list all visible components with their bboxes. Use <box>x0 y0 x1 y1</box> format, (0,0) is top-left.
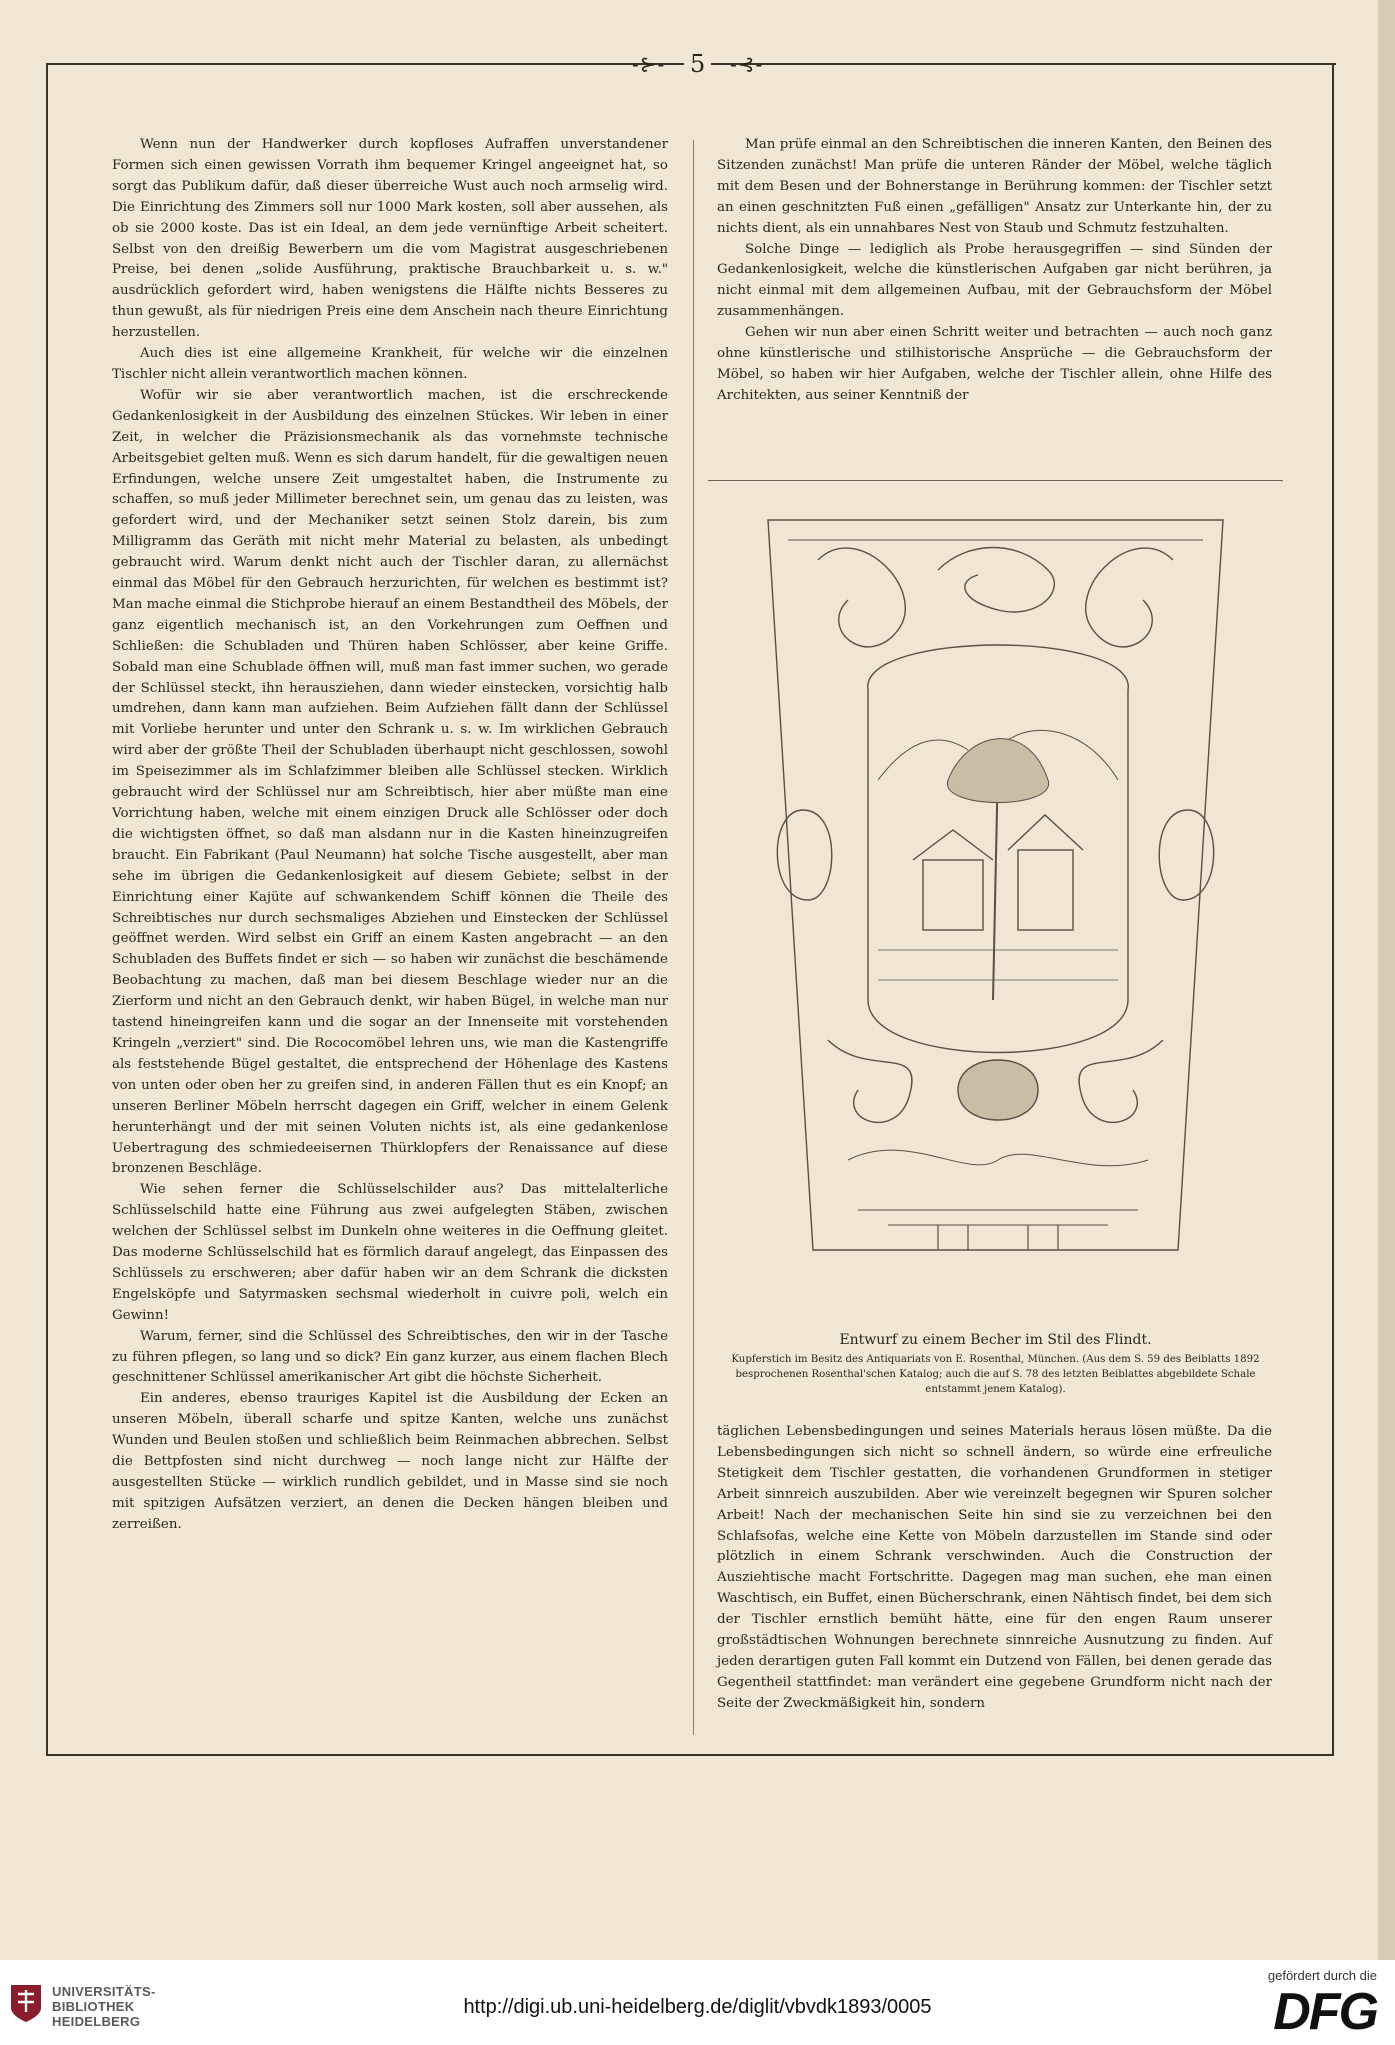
paragraph: Ein anderes, ebenso trauriges Kapitel ist die Ausbildung der Ecken an unseren Möbeln, überall scharfe und spitze Kanten, welche uns zunächst Wunden und Beulen stoßen und schließlich beim Reinmachen abbrechen. Selbst die Bettpfosten sind nicht durchweg — noch lange nicht zur Hälfte der ausgestellten Stücke — wirklich rundlich gebildet, und in Masse sind sie noch mit spitzigen Aufsätzen verziert, an denen die Decken hängen bleiben und zerreißen. <box>112 1391 668 1532</box>
pomegranate-motif <box>958 1060 1038 1120</box>
left-column <box>112 135 668 1536</box>
cherub-head-left <box>777 810 831 900</box>
library-name-line: BIBLIOTHEK <box>52 1999 135 2014</box>
paragraph: Gehen wir nun aber einen Schritt weiter und betrachten — auch noch ganz ohne künstlerische und stilhistorische Ansprüche — die Gebrauchsform der Möbel, so haben wir hier Aufgaben, welche der Tischler allein, ohne Hilfe des Architekten, aus seiner Kenntniß der <box>717 325 1272 403</box>
goblet-engraving-figure <box>708 480 1283 1370</box>
viewer-footer <box>0 1960 1395 2045</box>
paragraph: Auch dies ist eine allgemeine Krankheit, für welche wir die einzelnen Tischler nicht allein verantwortlich machen können. <box>112 346 668 382</box>
page-edge-shadow <box>1378 0 1395 1960</box>
paragraph: täglichen Lebensbedingungen und seines Materials heraus lösen müßte. Da die Lebensbedingungen sich nicht so schnell ändern, so würde eine erfreuliche Stetigkeit dem Tischler gestatten, die vorhandenen Grundformen in stetiger Arbeit sinnreich auszubilden. Aber wie vereinzelt begegnen wir Spuren solcher Arbeit! Nach der mechanischen Seite hin sind sie zu verzeichnen bei den Schlafsofas, welche eine Kette von Möbeln darzustellen im Stande sind oder plötzlich in einem Schrank verschwinden. Auch die Construction der Ausziehtische macht Fortschritte. Dagegen mag man suchen, ehe man einen Waschtisch, ein Buffet, einen Bücherschrank, einen Nähtisch findet, bei dem sich der Tischler ernstlich bemüht hätte, eine für den engen Raum unserer großstädtischen Wohnungen berechnete sinnreiche Ausnutzung zu finden. Auf jeden derartigen guten Fall kommt ein Dutzend von Fällen, bei denen gerade das Gegentheil stattfindet: man verändert eine gegebene Grundform nicht nach der Seite der Zweckmäßigkeit hin, sondern <box>717 1424 1272 1711</box>
paragraph: Wie sehen ferner die Schlüsselschilder aus? Das mittelalterliche Schlüsselschild hatte eine Führung aus zwei aufgelegten Stäben, zwischen welchen der Schlüssel selbst im Dunkeln ohne weiteres in die Oeffnung gleitet. Das moderne Schlüsselschild hat es förmlich darauf angelegt, das Einpassen des Schlüssels zu erschweren; aber dafür haben wir an dem Schrank die dicksten Engelsköpfe und Satyrmasken sechsmal wiederholt in cuivre poli, welch ein Gewinn! <box>112 1182 668 1323</box>
dfg-logo: DFG <box>1273 1983 1377 2041</box>
scroll-ornament <box>818 548 905 647</box>
cartouche-oval <box>868 645 1129 1053</box>
right-column-top <box>717 135 1272 407</box>
goblet-illustration <box>708 480 1283 1320</box>
funding-note: gefördert durch die <box>1267 1968 1377 1983</box>
library-name-line: HEIDELBERG <box>52 2014 141 2029</box>
paragraph: Solche Dinge — lediglich als Probe herausgegriffen — sind Sünden der Gedankenlosigkeit, welche die künstlerischen Aufgaben gar nicht berühren, ja nicht einmal mit dem allgemeinen Aufbau, mit der Gebrauchsform der Möbel zusammenhängen. <box>717 241 1272 320</box>
town-building <box>1018 850 1073 930</box>
permalink-url[interactable]: http://digi.ub.uni-heidelberg.de/diglit/vbvdk1893/0005 <box>463 1996 932 2018</box>
paragraph: Man prüfe einmal an den Schreibtischen die inneren Kanten, den Beinen des Sitzenden zunächst! Man prüfe die unteren Ränder der Möbel, welche täglich mit dem Besen und der Bohnerstange in Berührung kommen: der Tischler setzt an einen geschnitzten Fuß einen „gefälligen" Ansatz zur Unterkante hin, der zu nichts dient, als ein unnahbares Nest von Staub und Schmutz festzuhalten. <box>717 137 1272 236</box>
header-ornament-right: -⊰- <box>730 52 764 76</box>
column-divider <box>693 140 694 1735</box>
cherub-head-right <box>1159 810 1213 900</box>
header-ornament-left: -⊱- <box>632 52 666 76</box>
library-name-line: UNIVERSITÄTS- <box>52 1984 156 1999</box>
paragraph: Warum, ferner, sind die Schlüssel des Schreibtisches, den wir in der Tasche zu führen pflegen, so lang und so dick? Ein ganz kurzer, aus einem flachen Blech geschnittener Schlüssel amerikanischer Art gibt die höchste Sicherheit. <box>112 1328 668 1386</box>
scroll-ornament <box>1086 548 1173 647</box>
caption-title: Entwurf zu einem Becher im Stil des Flindt. <box>839 1332 1152 1348</box>
caption-note: Kupferstich im Besitz des Antiquariats von E. Rosenthal, München. (Aus dem S. 59 des Beiblatts 1892 besprochenen Rosenthal'schen Katalog; auch die auf S. 78 des letzten Beiblattes abgebildete Schale entstammt jenem Katalog). <box>731 1354 1260 1395</box>
right-column-bottom <box>717 1422 1272 1715</box>
page-number: 5 <box>684 50 711 78</box>
goblet-base-band <box>858 1210 1138 1225</box>
paragraph: Wofür wir sie aber verantwortlich machen, ist die erschreckende Gedankenlosigkeit in der Ausbildung des einzelnen Stückes. Wir leben in einer Zeit, in welcher die Präzisionsmechanik als das vornehmste technische Arbeitsgebiet gelten muß. Wenn es sich darum handelt, für die gewaltigen neuen Erfindungen, welche unsere Zeit umgestaltet haben, die Instrumente zu schaffen, so muß jeder Millimeter berechnet sein, um genau das zu leisten, was gefordert wird, und der Mechaniker setzt seinen Stolz darein, bis zum Milligramm das Geräth mit nicht mehr Material zu belasten, als unbedingt gebraucht wird. Warum denkt nicht auch der Tischler daran, zu allernächst einmal das Möbel für den Gebrauch herzurichten, für welchen es bestimmt ist? Man mache einmal die Stichprobe hierauf an einem Bestandtheil des Möbels, der ganz eigentlich mechanisch ist, an den Vorkehrungen zum Oeffnen und Schließen: die Schubladen und Thüren haben Schlösser, aber keine Griffe. Sobald man eine Schublade öffnen will, muß man fast immer suchen, wo gerade der Schlüssel steckt, ihn herausziehen, dann wieder einstecken, vorsichtig halb umdrehen, dann kann man aufziehen. Beim Aufziehen fällt dann der Schlüssel mit Vorliebe herunter und unter den Schrank u. s. w. Im wirklichen Gebrauch wird aber der größte Theil der Schubladen überhaupt nicht geschlossen, sowohl im Speisezimmer als im Schlafzimmer bleiben alle Schlüssel stecken. Wirklich gebraucht wird der Schlüssel nur am Schreibtisch, hier aber müßte man eine Vorrichtung haben, welche mit einem einzigen Druck alle Schlösser oder doch die wichtigsten öffnet, so daß man alsdann nur in die Kasten hineinzugreifen braucht. Ein Fabrikant (Paul Neumann) hat solche Tische ausgestellt, aber man sehe im übrigen die Gedankenlosigkeit auf diesem Gebiete; selbst in der Einrichtung einer Kajüte auf schwankendem Schiff können die Theile des Schreibtisches nur durch sechsmaliges Abziehen und Einstecken der Schlüssel geöffnet werden. Wird selbst ein Griff an einem Kasten angebracht — an den Schubladen des Buffets findet er sich — so haben wir zunächst die beschämende Beobachtung zu machen, daß man bei diesem Beschlage wieder nur an die Zierform und nicht an den Gebrauch denkt, wir haben Bügel, in welche man nur tastend hineingreifen kann und die sogar an der Innenseite mit vorstehenden Kringeln „verziert" sind. Die Rococomöbel lehren uns, wie man die Kastengriffe als feststehende Bügel gestaltet, die entsprechend der Höhenlage des Kastens von unten oder oben her zu greifen sind, in anderen Fällen thut es ein Knopf; an unseren Berliner Möbeln herrscht dagegen ein Griff, welcher in einem Gelenk herunterhängt und der mit seinen Voluten nichts ist, als eine gedankenlose Uebertragung des schmiedeeisernen Thürklopfers der Renaissance auf diese bronzenen Beschläge. <box>112 387 668 1177</box>
paragraph: Wenn nun der Handwerker durch kopfloses Aufraffen unverstandener Formen sich einen gewissen Vorrath ihm bequemer Kringel angeeignet hat, so sorgt das Publikum dafür, daß dieser überreiche Wust auch noch armselig wird. Die Einrichtung des Zimmers soll nur 1000 Mark kosten, soll aber aussehen, als ob sie 2000 koste. Das ist ein Ideal, an dem jede vernünftige Arbeit scheitert. Selbst von den dreißig Bewerbern um die vom Magistrat ausgeschriebenen Preise, bei denen „solide Ausführung, praktische Brauchbarkeit u. s. w." ausdrücklich gefordert wird, haben wenigstens die Hälfte nichts Besseres zu thun gewußt, als für niedrigen Preis eine dem Anschein nach theure Einrichtung herzustellen. <box>112 137 668 341</box>
town-building <box>923 860 983 930</box>
figure-caption <box>708 1330 1283 1397</box>
